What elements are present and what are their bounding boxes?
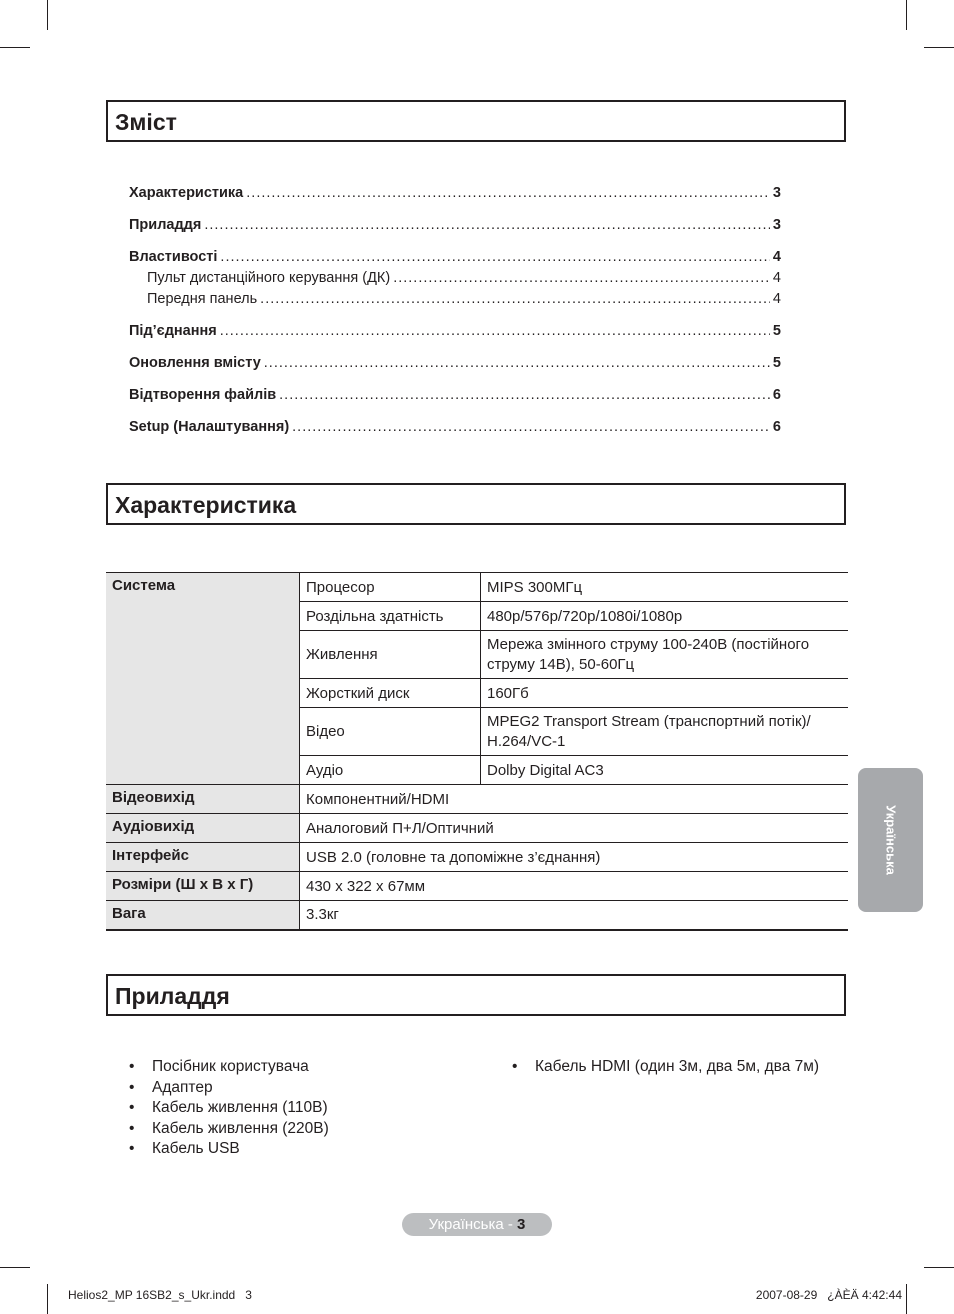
list-item: • Кабель живлення (220В) — [129, 1119, 329, 1140]
spec-name: Живлення — [300, 631, 481, 679]
footer-file-info: Helios2_MP 16SB2_s_Ukr.indd 3 — [68, 1288, 252, 1302]
list-item: • Посібник користувача — [129, 1057, 329, 1078]
toc-label: Характеристика — [129, 185, 244, 201]
table-row — [106, 814, 848, 843]
toc-entry[interactable] — [129, 249, 781, 265]
list-item: • Кабель USB — [129, 1139, 329, 1160]
table-row — [106, 843, 848, 872]
specs-table — [106, 572, 848, 931]
toc-entry[interactable] — [129, 217, 781, 233]
footer-timestamp: 2007-08-29 ¿ÀÈÄ 4:42:44 — [755, 1288, 902, 1302]
spec-value: MPEG2 Transport Stream (транспортний потік)/ H.264/VC-1 — [481, 708, 849, 756]
spec-label: Система — [106, 573, 300, 785]
spec-name: Жорсткий диск — [300, 679, 481, 708]
spec-value: 3.3кг — [300, 901, 849, 930]
toc-label: Під’єднання — [129, 323, 217, 339]
toc-entry[interactable] — [129, 185, 781, 201]
spec-name: Роздільна здатність — [300, 602, 481, 631]
spec-value: Аналоговий П+Л/Оптичний — [300, 814, 849, 843]
toc-entry[interactable] — [129, 355, 781, 371]
spec-label: Вага — [106, 901, 300, 930]
toc-page: 6 — [772, 387, 781, 403]
toc-label: Відтворення файлів — [129, 387, 277, 403]
toc-page: 3 — [772, 185, 781, 201]
toc-label: Передня панель — [147, 291, 258, 307]
toc-label: Властивості — [129, 249, 218, 265]
crop-mark — [47, 0, 48, 30]
crop-mark — [47, 1284, 48, 1314]
table-row — [106, 872, 848, 901]
toc-label: Setup (Налаштування) — [129, 419, 290, 435]
spec-value: USB 2.0 (головне та допоміжне з’єднання) — [300, 843, 849, 872]
language-side-tab — [858, 768, 923, 912]
spec-value: 430 x 322 x 67мм — [300, 872, 849, 901]
list-item: • Адаптер — [129, 1078, 329, 1099]
page-number-badge — [402, 1213, 552, 1236]
spec-value: Dolby Digital AC3 — [481, 756, 849, 785]
spec-value: 160Гб — [481, 679, 849, 708]
toc-label: Пульт дистанційного керування (ДК) — [147, 270, 391, 286]
list-item: • Кабель живлення (110В) — [129, 1098, 329, 1119]
toc-page: 4 — [772, 270, 781, 286]
spec-label: Відеовихід — [106, 785, 300, 814]
toc-page: 5 — [772, 355, 781, 371]
crop-mark — [906, 0, 907, 30]
table-row — [106, 901, 848, 930]
spec-label: Інтерфейс — [106, 843, 300, 872]
spec-label: Аудіовихід — [106, 814, 300, 843]
toc-entry[interactable] — [129, 387, 781, 403]
crop-mark — [0, 1267, 30, 1268]
accessories-list-left — [129, 1057, 329, 1160]
specs-heading: Характеристика — [106, 483, 846, 525]
toc-page: 5 — [772, 323, 781, 339]
spec-name: Відео — [300, 708, 481, 756]
toc-label: Приладдя — [129, 217, 202, 233]
toc-label: Оновлення вмісту — [129, 355, 261, 371]
crop-mark — [924, 1267, 954, 1268]
contents-heading: Зміст — [106, 100, 846, 142]
table-row — [106, 573, 848, 602]
toc-subentry[interactable] — [147, 270, 781, 286]
accessories-heading: Приладдя — [106, 974, 846, 1016]
table-row — [106, 785, 848, 814]
spec-name: Процесор — [300, 573, 481, 602]
accessories-list-right — [512, 1057, 819, 1078]
spec-name: Аудіо — [300, 756, 481, 785]
toc-entry[interactable] — [129, 419, 781, 435]
page-number: 3 — [517, 1216, 526, 1233]
spec-label: Розміри (Ш x В x Г) — [106, 872, 300, 901]
toc-page: 4 — [772, 291, 781, 307]
crop-mark — [0, 47, 30, 48]
toc-entry[interactable] — [129, 323, 781, 339]
list-item: • Кабель HDMI (один 3м, два 5м, два 7м) — [512, 1057, 819, 1078]
toc-page: 6 — [772, 419, 781, 435]
crop-mark — [906, 1284, 907, 1314]
spec-value: MIPS 300МГц — [481, 573, 849, 602]
crop-mark — [924, 47, 954, 48]
spec-value: Компонентний/HDMI — [300, 785, 849, 814]
page-language: Українська - — [428, 1216, 518, 1233]
toc-subentry[interactable] — [147, 291, 781, 307]
toc-page: 3 — [772, 217, 781, 233]
toc-page: 4 — [772, 249, 781, 265]
spec-value: 480p/576p/720p/1080i/1080p — [481, 602, 849, 631]
language-tab-label: Українська — [883, 805, 898, 875]
spec-value: Мережа змінного струму 100-240В (постійного струму 14В), 50-60Гц — [481, 631, 849, 679]
